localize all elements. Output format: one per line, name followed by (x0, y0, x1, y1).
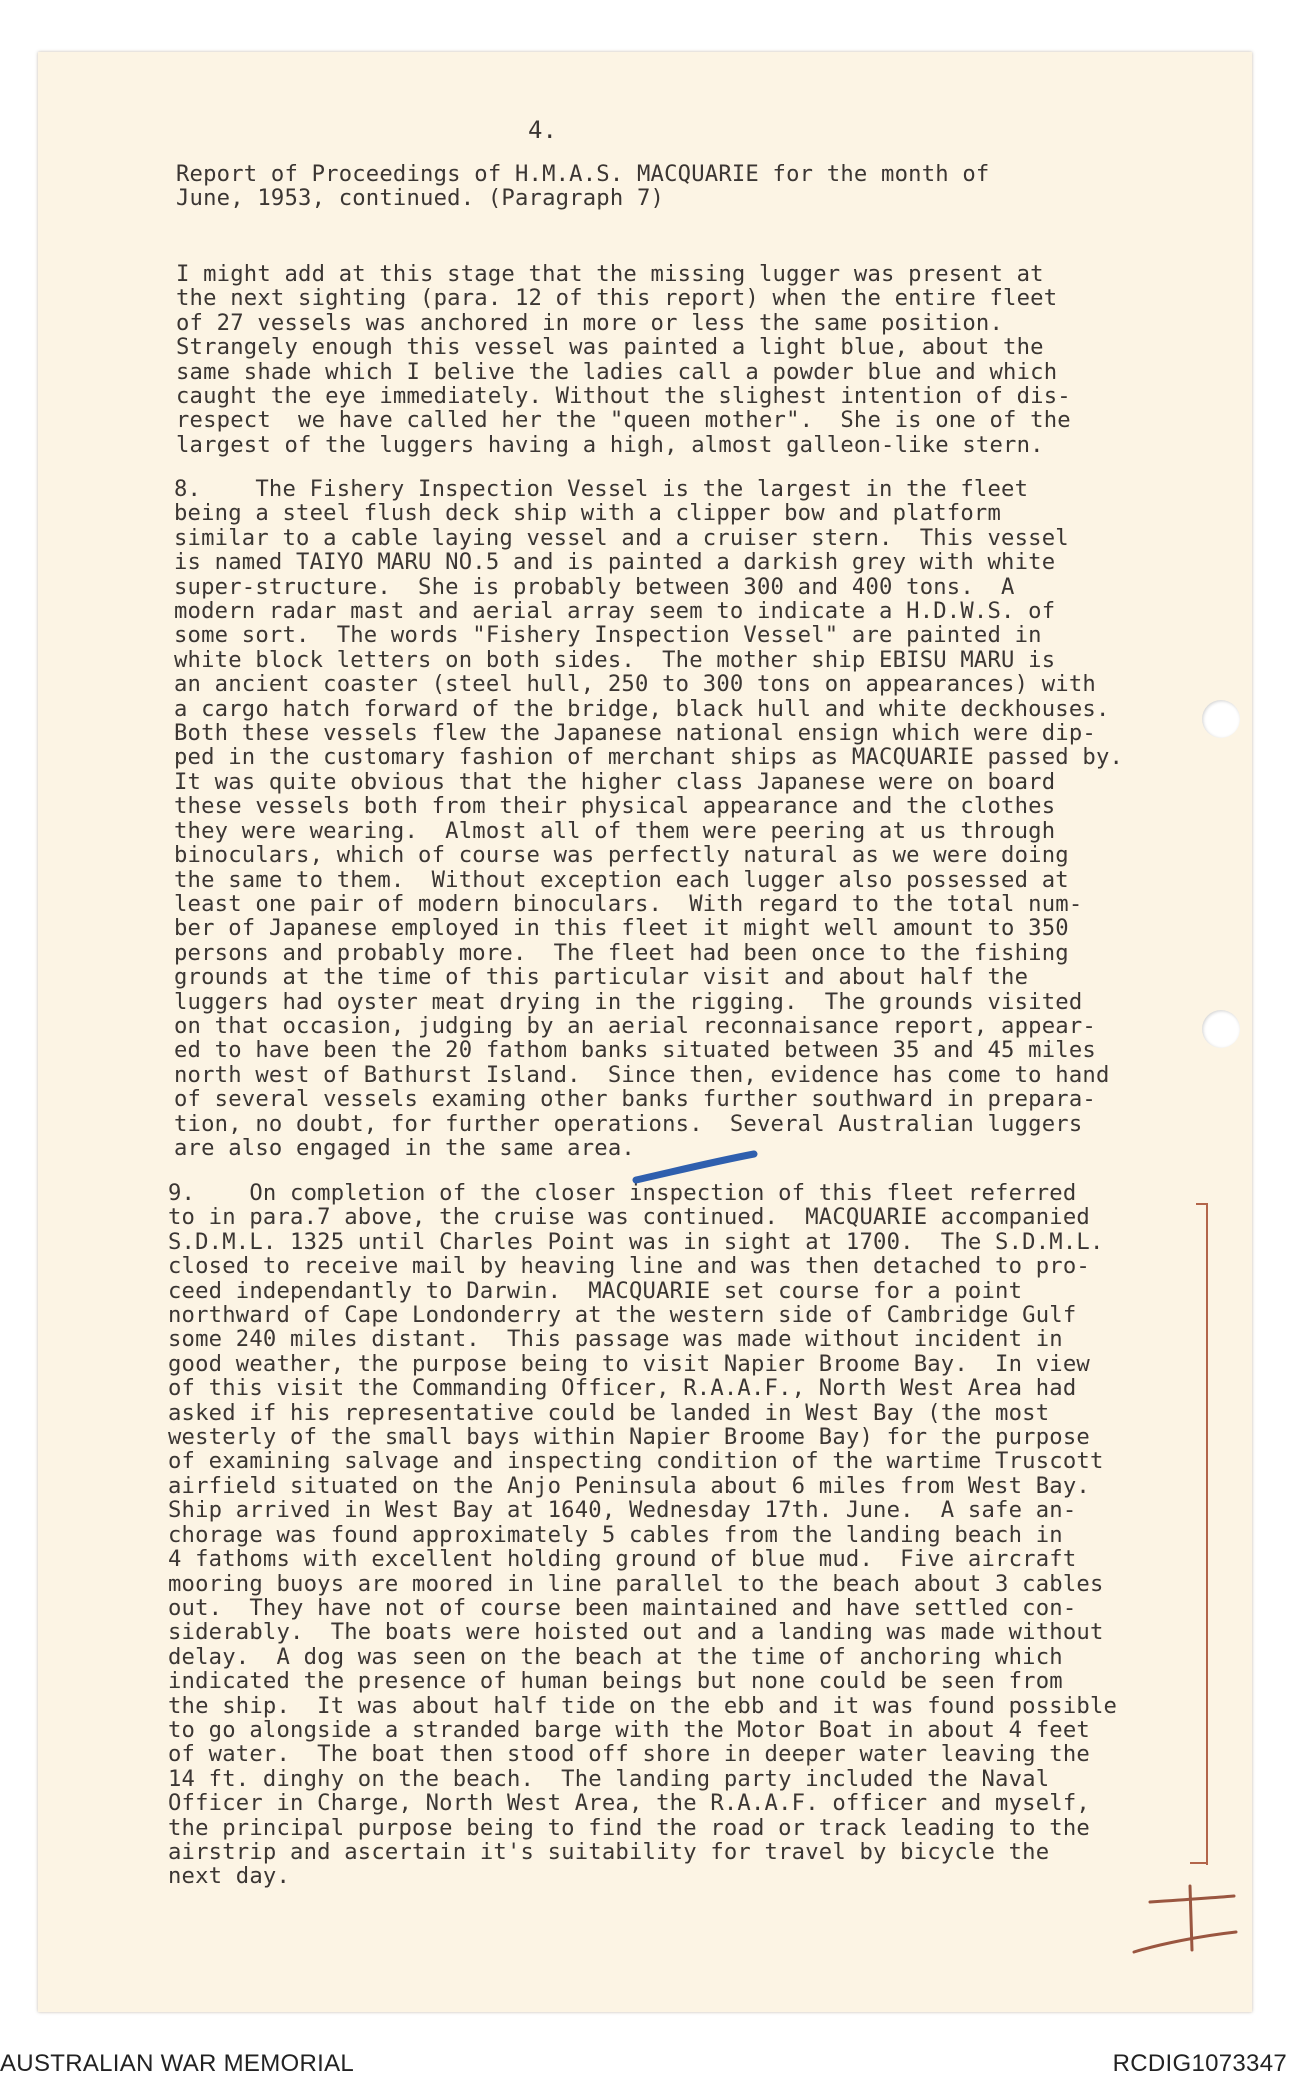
paragraph-8: 8. The Fishery Inspection Vessel is the largest in the fleet being a steel flush deck ship with a clipper bow and platform similar to a cable laying vessel and a cruiser stern. This vessel is named TAIYO MARU NO.5 and is painted a darkish grey with white super-structure. She is probably between 300 and 400 tons. A modern radar mast and aerial array seem to indicate a H.D.W.S. of some sort. The words "Fishery Inspection Vessel" are painted in white block letters on both sides. The mother ship EBISU MARU is an ancient coaster (steel hull, 250 to 300 tons on appearances) with a cargo hatch forward of the bridge, black hull and white deckhouses. Both these vessels flew the Japanese national ensign which were dip- ped in the customary fashion of merchant ships as MACQUARIE passed by. It was quite obvious that the higher class Japanese were on board these vessels both from their physical appearance and the clothes they were wearing. Almost all of them were peering at us through binoculars, which of course was perfectly natural as we were doing the same to them. Without exception each lugger also possessed at least one pair of modern binoculars. With regard to the total num- ber of Japanese employed in this fleet it might well amount to 350 persons and probably more. The fleet had been once to the fishing grounds at the time of this particular visit and about half the luggers had oyster meat drying in the rigging. The grounds visited on that occasion, judging by an aerial reconnaisance report, appear- ed to have been the 20 fathom banks situated between 35 and 45 miles north west of Bathurst Island. Since then, evidence has come to hand of several vessels examing other banks further southward in prepara- tion, no doubt, for further operations. Several Australian luggers are also engaged in the same area. (174, 476, 1124, 1161)
report-title: Report of Proceedings of H.M.A.S. MACQUARIE for the month of June, 1953, continued. (Paragraph 7) (176, 161, 990, 212)
archive-reference: RCDIG1073347 (1112, 2050, 1287, 2077)
page-number: 4. (528, 116, 557, 144)
blue-pen-stroke (632, 1150, 758, 1186)
punch-hole (1202, 1010, 1240, 1048)
margin-tick-annotation (1130, 1880, 1240, 1960)
punch-hole (1202, 700, 1240, 738)
margin-bracket-tick (1190, 1862, 1208, 1864)
margin-bracket-annotation (1196, 1203, 1208, 1865)
paragraph-9: 9. On completion of the closer inspection of this fleet referred to in para.7 above, the cruise was continued. MACQUARIE accompanied S.D.M.L. 1325 until Charles Point was in sight at 1700. The S.D.M.L. closed to receive mail by heaving line and was then detached to pro- ceed independantly to Darwin. MACQUARIE set course for a point northward of Cape Londonderry at the western side of Cambridge Gulf some 240 miles distant. This passage was made without incident in good weather, the purpose being to visit Napier Broome Bay. In view of this visit the Commanding Officer, R.A.A.F., North West Area had asked if his representative could be landed in West Bay (the most westerly of the small bays within Napier Broome Bay) for the purpose of examining salvage and inspecting condition of the wartime Truscott airfield situated on the Anjo Peninsula about 6 miles from West Bay. Ship arrived in West Bay at 1640, Wednesday 17th. June. A safe an- chorage was found approximately 5 cables from the landing beach in 4 fathoms with excellent holding ground of blue mud. Five aircraft mooring buoys are moored in line parallel to the beach about 3 cables out. They have not of course been maintained and have settled con- siderably. The boats were hoisted out and a landing was made without delay. A dog was seen on the beach at the time of anchoring which indicated the presence of human beings but none could be seen from the ship. It was about half tide on the ebb and it was found possible to go alongside a stranded barge with the Motor Boat in about 4 feet of water. The boat then stood off shore in deeper water leaving the 14 ft. dinghy on the beach. The landing party included the Naval Officer in Charge, North West Area, the R.A.A.F. officer and myself, the principal purpose being to find the road or track leading to the airstrip and ascertain it's suitability for travel by bicycle the next day. (168, 1180, 1118, 1890)
paragraph-intro: I might add at this stage that the missing lugger was present at the next sighting (para. 12 of this report) when the entire fleet of 27 vessels was anchored in more or less the same position. Strangely enough this vessel was painted a light blue, about the same shade which I belive the ladies call a powder blue and which caught the eye immediately. Without the slighest intention of dis- respect we have called her the "queen mother". She is one of the largest of the luggers having a high, almost galleon-like stern. (176, 261, 1071, 458)
archive-name: AUSTRALIAN WAR MEMORIAL (0, 2050, 355, 2077)
